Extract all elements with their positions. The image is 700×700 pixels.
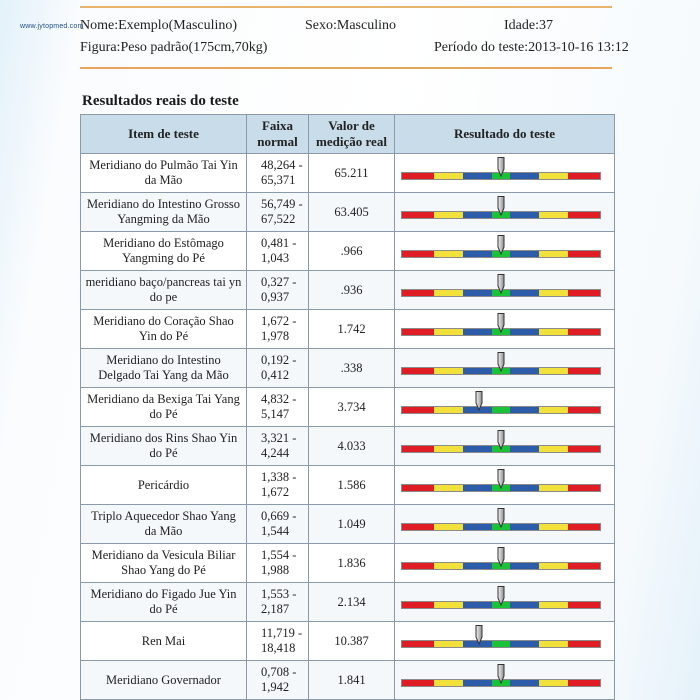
test-item-name: meridiano baço/pancreas tai yn do pe: [81, 271, 247, 310]
gauge-segment: [434, 251, 463, 257]
result-gauge-cell: [395, 193, 615, 232]
measured-value: 1.836: [309, 544, 395, 583]
gauge-segment: [539, 641, 568, 647]
table-header-row: [81, 115, 615, 154]
table-row: [81, 427, 615, 466]
gauge-segment: [568, 173, 600, 179]
gauge-segment: [463, 212, 492, 218]
gauge-segment: [568, 563, 600, 569]
table-row: [81, 232, 615, 271]
gauge-segment: [434, 680, 463, 686]
top-rule: [80, 6, 612, 8]
normal-range: 0,327 - 0,937: [247, 271, 309, 310]
results-table: [80, 114, 615, 700]
gauge-segment: [568, 524, 600, 530]
measured-value: 1.742: [309, 310, 395, 349]
result-gauge-cell: [395, 232, 615, 271]
gauge-segment: [492, 407, 510, 413]
gauge-segment: [463, 290, 492, 296]
measured-value: 2.134: [309, 583, 395, 622]
gauge-segment: [510, 680, 539, 686]
gauge-segment: [434, 407, 463, 413]
gauge-segment: [463, 329, 492, 335]
column-header-value: Valor de medição real: [309, 115, 395, 154]
gauge-segment: [539, 212, 568, 218]
measured-value: 4.033: [309, 427, 395, 466]
gauge-pointer-icon: [496, 157, 506, 177]
gauge-segment: [568, 680, 600, 686]
gauge-segment: [402, 602, 434, 608]
column-header-result: Resultado do teste: [395, 115, 615, 154]
gauge-segment: [539, 524, 568, 530]
gauge-pointer-icon: [496, 586, 506, 606]
result-gauge-cell: [395, 661, 615, 700]
gauge-segment: [568, 485, 600, 491]
result-gauge-cell: [395, 271, 615, 310]
table-row: [81, 193, 615, 232]
gauge-segment: [568, 368, 600, 374]
gauge-pointer-icon: [474, 625, 484, 645]
gauge-segment: [463, 485, 492, 491]
gauge-segment: [568, 446, 600, 452]
gauge-segment: [402, 368, 434, 374]
gauge-segment: [463, 680, 492, 686]
test-item-name: Meridiano do Pulmão Tai Yin da Mão: [81, 154, 247, 193]
gauge-segment: [434, 563, 463, 569]
gauge-segment: [434, 641, 463, 647]
table-row: [81, 349, 615, 388]
table-row: [81, 544, 615, 583]
result-gauge-cell: [395, 388, 615, 427]
gauge-segment: [539, 680, 568, 686]
gauge-segment: [463, 446, 492, 452]
gauge-segment: [510, 524, 539, 530]
gauge-pointer-icon: [496, 196, 506, 216]
gauge-segment: [434, 485, 463, 491]
test-item-name: Meridiano do Estômago Yangming do Pé: [81, 232, 247, 271]
gauge-pointer-icon: [496, 508, 506, 528]
gauge-segment: [568, 641, 600, 647]
gauge-segment: [402, 212, 434, 218]
gauge-segment: [402, 680, 434, 686]
result-gauge-bar: [401, 406, 601, 414]
normal-range: 0,708 - 1,942: [247, 661, 309, 700]
gauge-segment: [539, 251, 568, 257]
gauge-segment: [510, 563, 539, 569]
gauge-segment: [539, 329, 568, 335]
patient-age: Idade:37: [504, 18, 553, 33]
gauge-segment: [402, 563, 434, 569]
gauge-segment: [510, 212, 539, 218]
patient-sex: Sexo:Masculino: [305, 18, 396, 33]
column-header-range: Faixa normal: [247, 115, 309, 154]
gauge-segment: [402, 446, 434, 452]
normal-range: 1,553 - 2,187: [247, 583, 309, 622]
normal-range: 1,338 - 1,672: [247, 466, 309, 505]
test-item-name: Ren Mai: [81, 622, 247, 661]
column-header-item: Item de teste: [81, 115, 247, 154]
table-row: [81, 154, 615, 193]
test-item-name: Triplo Aquecedor Shao Yang da Mão: [81, 505, 247, 544]
gauge-segment: [510, 641, 539, 647]
test-item-name: Meridiano dos Rins Shao Yin do Pé: [81, 427, 247, 466]
gauge-segment: [402, 329, 434, 335]
gauge-pointer-icon: [496, 664, 506, 684]
gauge-segment: [510, 407, 539, 413]
gauge-segment: [492, 641, 510, 647]
header-divider: [80, 67, 612, 69]
gauge-segment: [539, 173, 568, 179]
measured-value: 1.841: [309, 661, 395, 700]
normal-range: 0,481 - 1,043: [247, 232, 309, 271]
gauge-pointer-icon: [496, 235, 506, 255]
gauge-segment: [434, 290, 463, 296]
gauge-pointer-icon: [474, 391, 484, 411]
result-gauge-cell: [395, 583, 615, 622]
measured-value: .936: [309, 271, 395, 310]
result-gauge-cell: [395, 544, 615, 583]
test-item-name: Meridiano do Coração Shao Yin do Pé: [81, 310, 247, 349]
gauge-segment: [510, 251, 539, 257]
test-item-name: Meridiano da Bexiga Tai Yang do Pé: [81, 388, 247, 427]
normal-range: 1,554 - 1,988: [247, 544, 309, 583]
table-row: [81, 583, 615, 622]
watermark: www.jytopmed.com: [20, 23, 84, 30]
test-period: Período do teste:2013-10-16 13:12: [434, 40, 629, 55]
test-item-name: Meridiano do Figado Jue Yin do Pé: [81, 583, 247, 622]
gauge-pointer-icon: [496, 469, 506, 489]
gauge-segment: [434, 173, 463, 179]
result-gauge-cell: [395, 427, 615, 466]
table-row: [81, 388, 615, 427]
gauge-segment: [434, 446, 463, 452]
gauge-segment: [402, 407, 434, 413]
table-row: [81, 661, 615, 700]
gauge-segment: [463, 251, 492, 257]
gauge-segment: [402, 641, 434, 647]
gauge-pointer-icon: [496, 313, 506, 333]
normal-range: 56,749 - 67,522: [247, 193, 309, 232]
gauge-segment: [510, 329, 539, 335]
gauge-pointer-icon: [496, 430, 506, 450]
table-row: [81, 271, 615, 310]
gauge-segment: [463, 602, 492, 608]
test-item-name: Pericárdio: [81, 466, 247, 505]
gauge-pointer-icon: [496, 547, 506, 567]
gauge-segment: [434, 329, 463, 335]
measured-value: 1.049: [309, 505, 395, 544]
measured-value: 1.586: [309, 466, 395, 505]
result-gauge-cell: [395, 349, 615, 388]
table-row: [81, 466, 615, 505]
result-gauge-bar: [401, 640, 601, 648]
result-gauge-cell: [395, 154, 615, 193]
test-item-name: Meridiano da Vesicula Biliar Shao Yang do Pé: [81, 544, 247, 583]
gauge-segment: [510, 368, 539, 374]
gauge-segment: [568, 251, 600, 257]
gauge-segment: [568, 602, 600, 608]
measured-value: 65.211: [309, 154, 395, 193]
table-row: [81, 622, 615, 661]
gauge-pointer-icon: [496, 352, 506, 372]
gauge-segment: [463, 173, 492, 179]
result-gauge-cell: [395, 310, 615, 349]
gauge-segment: [568, 290, 600, 296]
gauge-segment: [402, 485, 434, 491]
gauge-segment: [402, 173, 434, 179]
gauge-segment: [434, 212, 463, 218]
normal-range: 11,719 - 18,418: [247, 622, 309, 661]
gauge-segment: [510, 290, 539, 296]
gauge-segment: [539, 446, 568, 452]
gauge-segment: [402, 290, 434, 296]
gauge-segment: [510, 602, 539, 608]
gauge-segment: [568, 407, 600, 413]
gauge-segment: [434, 368, 463, 374]
test-item-name: Meridiano do Intestino Delgado Tai Yang da Mão: [81, 349, 247, 388]
normal-range: 1,672 - 1,978: [247, 310, 309, 349]
gauge-segment: [463, 524, 492, 530]
measured-value: .966: [309, 232, 395, 271]
patient-name: Nome:Exemplo(Masculino): [80, 18, 238, 33]
gauge-segment: [510, 446, 539, 452]
gauge-segment: [510, 173, 539, 179]
gauge-segment: [463, 563, 492, 569]
gauge-segment: [539, 563, 568, 569]
gauge-segment: [539, 485, 568, 491]
measured-value: 10.387: [309, 622, 395, 661]
result-gauge-cell: [395, 622, 615, 661]
measured-value: .338: [309, 349, 395, 388]
gauge-segment: [434, 602, 463, 608]
gauge-segment: [568, 212, 600, 218]
result-gauge-cell: [395, 466, 615, 505]
section-title: Resultados reais do teste: [82, 93, 239, 109]
normal-range: 48,264 - 65,371: [247, 154, 309, 193]
gauge-segment: [539, 602, 568, 608]
measured-value: 63.405: [309, 193, 395, 232]
gauge-segment: [463, 368, 492, 374]
gauge-pointer-icon: [496, 274, 506, 294]
table-row: [81, 310, 615, 349]
gauge-segment: [539, 290, 568, 296]
gauge-segment: [539, 368, 568, 374]
test-item-name: Meridiano Governador: [81, 661, 247, 700]
gauge-segment: [434, 524, 463, 530]
normal-range: 4,832 - 5,147: [247, 388, 309, 427]
measured-value: 3.734: [309, 388, 395, 427]
normal-range: 0,669 - 1,544: [247, 505, 309, 544]
table-row: [81, 505, 615, 544]
normal-range: 0,192 - 0,412: [247, 349, 309, 388]
gauge-segment: [402, 524, 434, 530]
gauge-segment: [568, 329, 600, 335]
gauge-segment: [539, 407, 568, 413]
gauge-segment: [402, 251, 434, 257]
patient-figure: Figura:Peso padrão(175cm,70kg): [80, 40, 268, 55]
test-item-name: Meridiano do Intestino Grosso Yangming da Mão: [81, 193, 247, 232]
gauge-segment: [510, 485, 539, 491]
normal-range: 3,321 - 4,244: [247, 427, 309, 466]
result-gauge-cell: [395, 505, 615, 544]
